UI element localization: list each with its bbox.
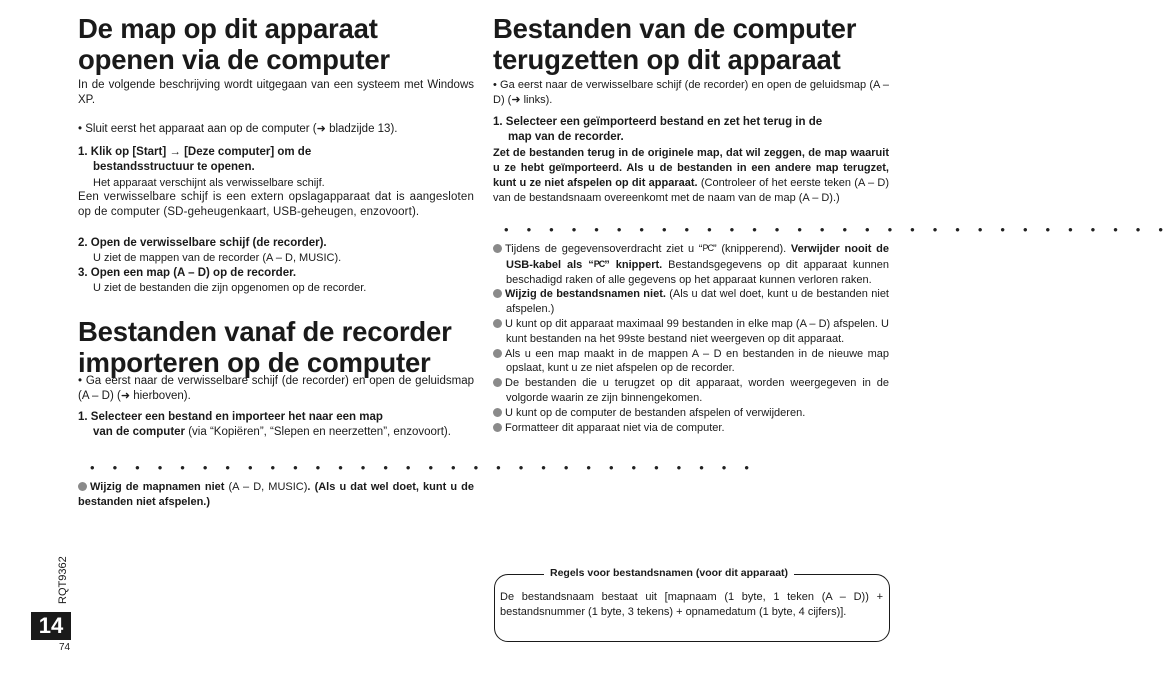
step-2-note: U ziet de mappen van de recorder (A – D, MUSIC). <box>93 252 342 264</box>
note-bullet-icon <box>493 408 502 417</box>
import-prerequisite-bullet: • Ga eerst naar de verwisselbare schijf (de recorder) en open de geluidsmap (A – D) (➜ hierboven). <box>78 375 474 402</box>
note-bullet-icon <box>493 378 502 387</box>
pc-display-icon: PC <box>593 258 605 269</box>
note-filenames: Wijzig de bestandsnamen niet. (Als u dat wel doet, kunt u de bestanden niet afspelen.) <box>493 287 889 317</box>
note-bullet-icon <box>493 349 502 358</box>
note-bullet-icon <box>493 319 502 328</box>
pc-display-icon: PC <box>702 243 713 253</box>
section-title-import: Bestanden vanaf de recorder importeren op de computer <box>78 316 452 378</box>
section-title-restore: Bestanden van de computer terugzetten op dit apparaat <box>493 13 857 75</box>
model-number: RQT9362 <box>57 556 69 604</box>
section-title-open-folder: De map op dit apparaat openen via de computer <box>78 13 390 75</box>
intro-text: In de volgende beschrijving wordt uitgegaan van een systeem met Windows XP. <box>78 79 474 106</box>
filename-rules-text: De bestandsnaam bestaat uit [mapnaam (1 byte, 1 teken (A – D)) + bestandsnummer (1 byte, 3 tekens) + opnamedatum (1 byte, 4 cijfers)]. <box>500 591 883 618</box>
step-3-note: U ziet de bestanden die zijn opgenomen op de recorder. <box>93 282 367 294</box>
prerequisite-bullet: • Sluit eerst het apparaat aan op de computer (➜ bladzijde 13). <box>78 123 398 135</box>
note-playback-computer: U kunt op de computer de bestanden afspelen of verwijderen. <box>493 406 889 421</box>
notes-list <box>493 241 889 435</box>
restore-prerequisite-bullet: • Ga eerst naar de verwisselbare schijf (de recorder) en open de geluidsmap (A – D) (➜ links). <box>493 79 889 106</box>
arrow-right-icon: ➜ <box>120 390 131 402</box>
removable-disk-explanation: Een verwisselbare schijf is een extern opslagapparaat dat is aangesloten op de computer (SD-geheugenkaart, USB-geheugen, enzovoort). <box>78 191 474 218</box>
sub-page-number: 74 <box>59 642 71 653</box>
step-restore: 1. Selecteer een geïmporteerd bestand en zet het terug in de map van de recorder. <box>493 116 823 143</box>
filename-rules-title: Regels voor bestandsnamen (voor dit apparaat) <box>544 567 794 579</box>
arrow-left-icon: ➜ <box>511 94 521 106</box>
note-order: De bestanden die u terugzet op dit apparaat, worden weergegeven in de volgorde waarin ze zijn binnengekomen. <box>493 376 889 406</box>
note-bullet-icon <box>493 423 502 432</box>
step-3-open-folder: 3. Open een map (A – D) op de recorder. <box>78 267 297 279</box>
page-number: 14 <box>31 612 71 640</box>
dotted-separator: • • • • • • • • • • • • • • • • • • • • • • • • • • • • • • <box>504 222 1170 237</box>
note-bullet-icon <box>493 289 502 298</box>
note-bullet-icon <box>493 244 502 253</box>
step-import: 1. Selecteer een bestand en importeer het naar een map van de computer (via “Kopiëren”, “Slepen en neerzetten”, enzovoort). <box>78 411 451 438</box>
note-bullet-icon <box>78 482 87 491</box>
dotted-separator: • • • • • • • • • • • • • • • • • • • • • • • • • • • • • • <box>90 460 757 475</box>
step-2-open-disk: 2. Open de verwisselbare schijf (de recorder). <box>78 237 327 249</box>
folder-name-warning: Wijzig de mapnamen niet (A – D, MUSIC). (Als u dat wel doet, kunt u de bestanden niet afspelen.) <box>78 481 474 508</box>
note-format: Formatteer dit apparaat niet via de computer. <box>493 421 889 436</box>
note-subfolders: Als u een map maakt in de mappen A – D en bestanden in de nieuwe map opslaat, kunt u ze niet afspelen op de recorder. <box>493 347 889 377</box>
restore-instructions: Zet de bestanden terug in de originele map, dat wil zeggen, de map waaruit u ze hebt geïmporteerd. Als u de bestanden in een andere map terugzet, kunt u ze niet afspelen op dit apparaat. (Controleer of het eerste teken (A – D) van de bestandsnaam overeenkomt met de naam van de map (A – D).) <box>493 147 889 204</box>
note-usb-warning: Tijdens de gegevensoverdracht ziet u “PC” (knipperend). Verwijder nooit de USB-kabel als “PC” knippert. Bestandsgegevens op dit apparaat kunnen beschadigd raken of alle gegevens op het apparaat kunnen verloren raken. <box>493 241 889 287</box>
arrow-right-icon: ➜ <box>316 123 326 135</box>
step-1-open-computer: 1. Klik op [Start] → [Deze computer] om de bestandsstructuur te openen. <box>78 146 312 173</box>
step-1-note: Het apparaat verschijnt als verwisselbare schijf. <box>93 177 325 189</box>
note-max-files: U kunt op dit apparaat maximaal 99 bestanden in elke map (A – D) afspelen. U kunt bestanden na het 99ste bestand niet weergeven op dit apparaat. <box>493 317 889 347</box>
